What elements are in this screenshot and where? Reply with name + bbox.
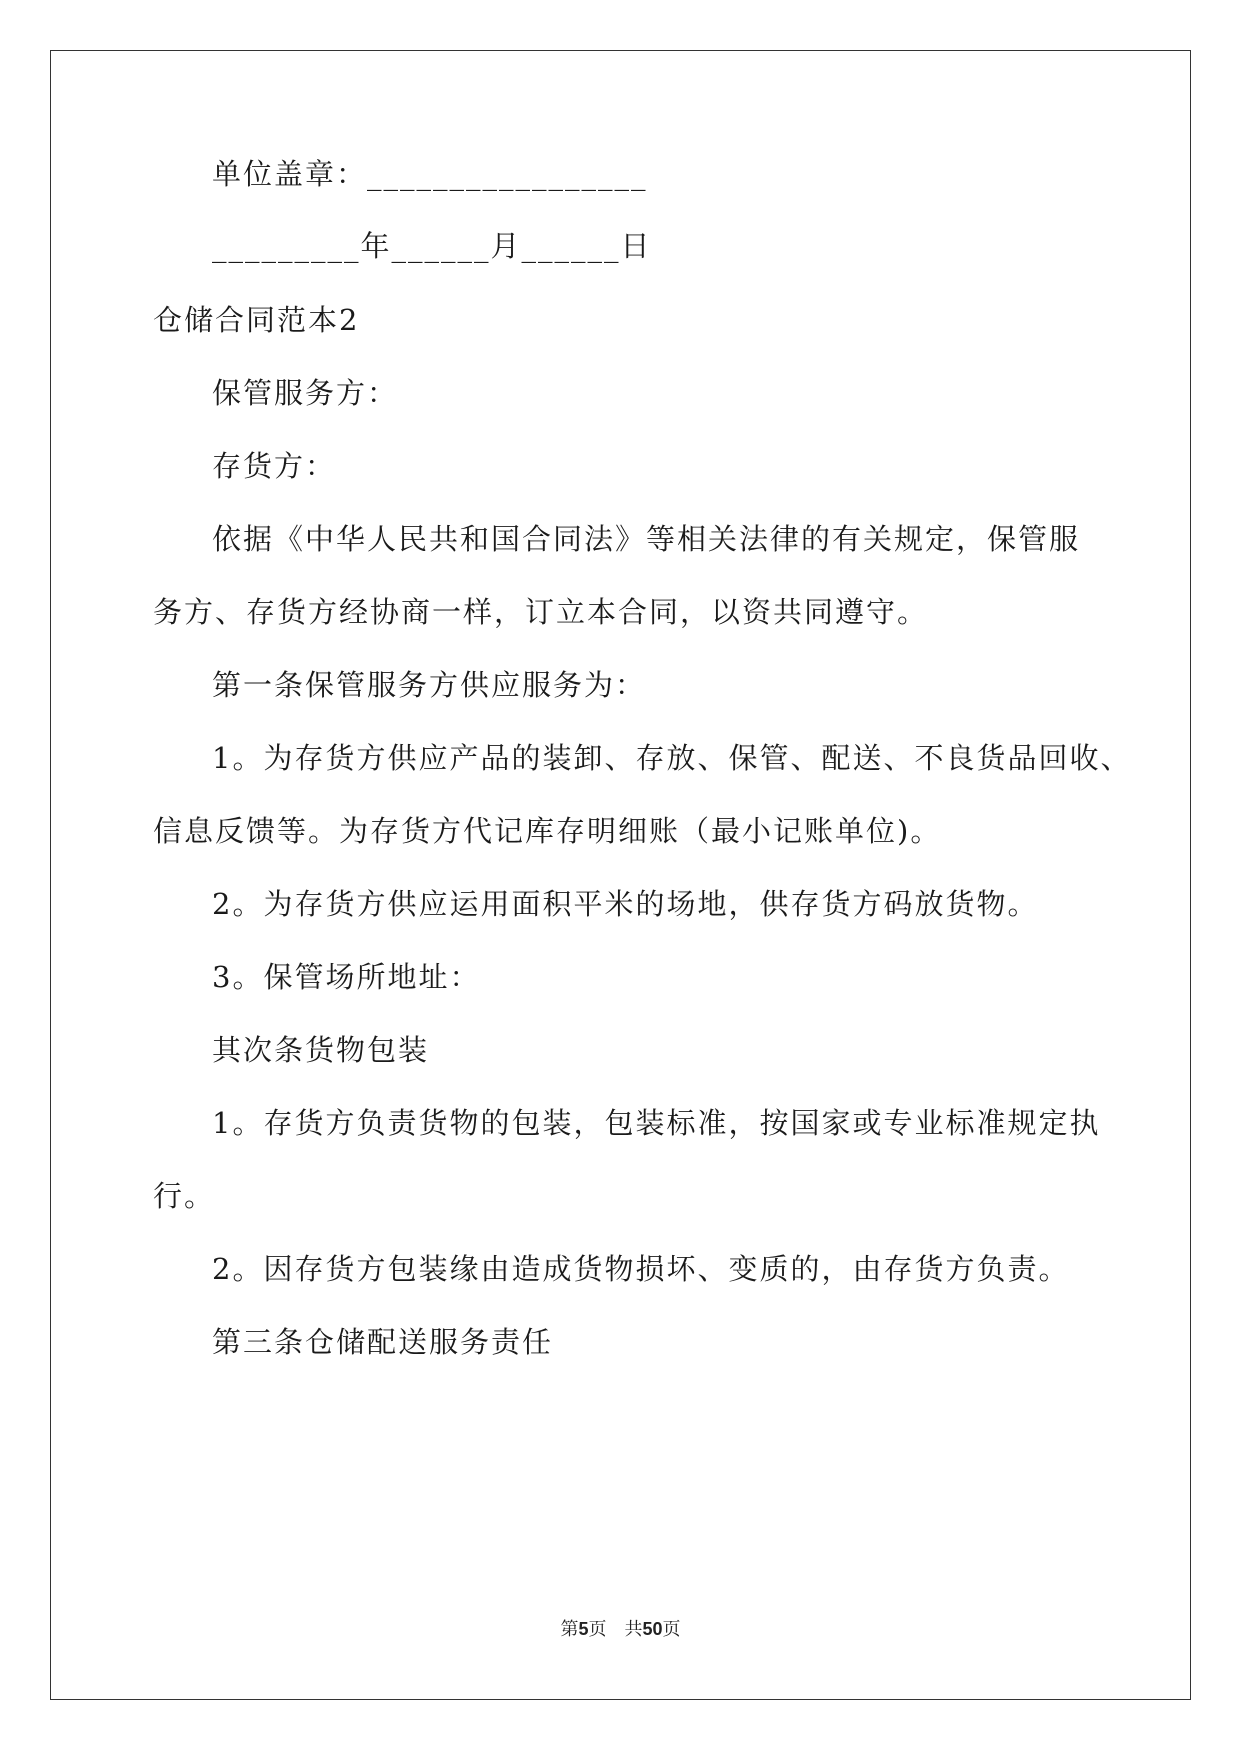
preamble-line-1: 依据《中华人民共和国合同法》等相关法律的有关规定，保管服: [212, 522, 1081, 556]
page-footer: [0, 1615, 1241, 1641]
depositor-party-line: 存货方：: [212, 449, 337, 483]
article-1-item-1-line-1: 1。为存货方供应产品的装卸、存放、保管、配送、不良货品回收、: [212, 741, 1132, 775]
article-2-item-1-line-1: 1。存货方负责货物的包装，包装标准，按国家或专业标准规定执: [212, 1106, 1101, 1140]
footer-suffix: 页: [662, 1619, 681, 1639]
footer-prefix: 第: [560, 1619, 579, 1639]
article-1-heading: 第一条保管服务方供应服务为：: [212, 668, 647, 702]
date-line: _________年______月______日: [212, 229, 652, 263]
page-frame: [50, 50, 1191, 1700]
custodian-party-line: 保管服务方：: [212, 376, 399, 410]
article-2-item-1-line-2: 行。: [153, 1179, 216, 1213]
preamble-line-2: 务方、存货方经协商一样，订立本合同，以资共同遵守。: [153, 595, 929, 629]
footer-page-number: 5: [578, 1619, 589, 1639]
article-3-heading: 第三条仓储配送服务责任: [212, 1325, 554, 1359]
footer-total-pages: 50: [642, 1619, 663, 1639]
article-1-item-2: 2。为存货方供应运用面积平米的场地，供存货方码放货物。: [212, 887, 1039, 921]
article-1-item-1-line-2: 信息反馈等。为存货方代记库存明细账（最小记账单位)。: [153, 814, 942, 848]
section-title: 仓储合同范本2: [153, 303, 360, 337]
article-2-heading: 其次条货物包装: [212, 1033, 430, 1067]
footer-middle: 页 共: [588, 1619, 643, 1639]
article-1-item-3: 3。保管场所地址：: [212, 960, 481, 994]
article-2-item-2: 2。因存货方包装缘由造成货物损坏、变质的，由存货方负责。: [212, 1252, 1070, 1286]
seal-line: 单位盖章：_________________: [212, 157, 648, 191]
